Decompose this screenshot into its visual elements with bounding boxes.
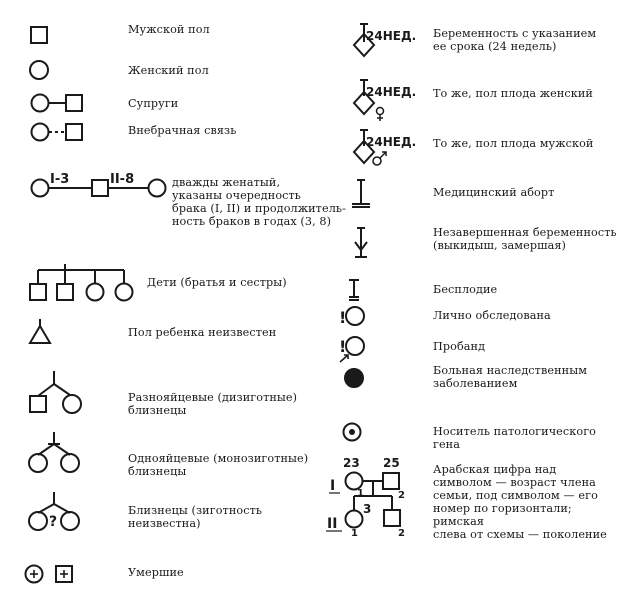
female-symbol	[30, 61, 48, 79]
male-symbol	[31, 27, 47, 43]
pregnancy-male-symbol	[354, 130, 416, 165]
label-deceased: Умершие	[128, 566, 184, 579]
examined-symbol	[339, 307, 364, 327]
num-b: 2	[398, 490, 405, 501]
label-pregnancy-female: То же, пол плода женский	[433, 87, 593, 100]
label-carrier: Носитель патологического гена	[433, 425, 596, 451]
generation-one: I	[330, 478, 336, 494]
proband-symbol	[339, 337, 364, 362]
num-a: 1	[357, 488, 364, 499]
label-twins-unknown: Близнецы (зиготность неизвестна)	[128, 504, 263, 530]
label-miscarriage: Незавершенная беременность (выкидыш, замершая)	[433, 226, 617, 252]
pregnancy-male-term-mark: 24НЕД.	[366, 135, 417, 149]
siblings-symbol	[30, 264, 133, 301]
dizygotic-twins-symbol	[30, 371, 81, 413]
label-monozygotic: Однояйцевые (монозиготные) близнецы	[128, 452, 309, 478]
label-abortion: Медицинский аборт	[433, 186, 555, 199]
label-affected: Больная наследственным заболеванием	[433, 364, 587, 390]
examined-mark: !	[339, 308, 347, 327]
label-pregnancy: Беременность с указанием ее срока (24 недель)	[433, 27, 597, 53]
numbering-example-symbol	[326, 456, 405, 539]
sex-unknown-symbol	[30, 319, 50, 343]
infertility-symbol	[349, 280, 359, 300]
second-marriage-mark: II-8	[110, 172, 135, 187]
deceased-symbols	[26, 566, 73, 583]
generation-two: II	[327, 516, 338, 532]
age-c: 3	[363, 502, 372, 516]
label-numbering: Арабская цифра над символом — возраст члена семьи, под символом — его номер по горизонтали; римская слева от схемы — поколение	[433, 463, 607, 541]
label-examined: Лично обследована	[433, 309, 551, 322]
label-proband: Пробанд	[433, 340, 486, 353]
label-extramarital: Внебрачная связь	[128, 124, 237, 137]
first-marriage-mark: I-3	[50, 172, 70, 187]
question-mark: ?	[49, 514, 58, 530]
pregnancy-symbol	[354, 24, 416, 56]
label-sex-unknown: Пол ребенка неизвестен	[128, 326, 277, 339]
pregnancy-term-mark: 24НЕД.	[366, 29, 417, 43]
affected-symbol	[345, 369, 363, 387]
label-twice-married: дважды женатый, указаны очередность брака (I, II) и продолжитель- ность браков в годах (3, 8)	[172, 176, 346, 228]
age-b: 25	[383, 456, 400, 470]
label-infertility: Бесплодие	[433, 283, 498, 296]
age-a: 23	[343, 456, 360, 470]
pregnancy-female-symbol	[354, 80, 416, 121]
pregnancy-female-term-mark: 24НЕД.	[366, 85, 417, 99]
label-pregnancy-male: То же, пол плода мужской	[433, 137, 594, 150]
num-c: 1	[351, 528, 358, 539]
label-siblings: Дети (братья и сестры)	[147, 276, 287, 289]
carrier-symbol	[344, 424, 361, 441]
label-male: Мужской пол	[128, 23, 210, 36]
extramarital-symbol	[32, 124, 83, 141]
miscarriage-symbol	[355, 228, 367, 257]
spouses-symbol	[32, 95, 83, 112]
num-d: 2	[398, 528, 405, 539]
twins-unknown-symbol	[29, 492, 79, 530]
label-female: Женский пол	[128, 64, 209, 77]
monozygotic-twins-symbol	[29, 432, 79, 472]
label-dizygotic: Разнояйцевые (дизиготные) близнецы	[128, 391, 298, 417]
abortion-symbol	[352, 180, 370, 207]
proband-examined-mark: !	[339, 337, 347, 356]
twice-married-symbol	[32, 172, 166, 197]
label-spouses: Супруги	[128, 97, 179, 110]
